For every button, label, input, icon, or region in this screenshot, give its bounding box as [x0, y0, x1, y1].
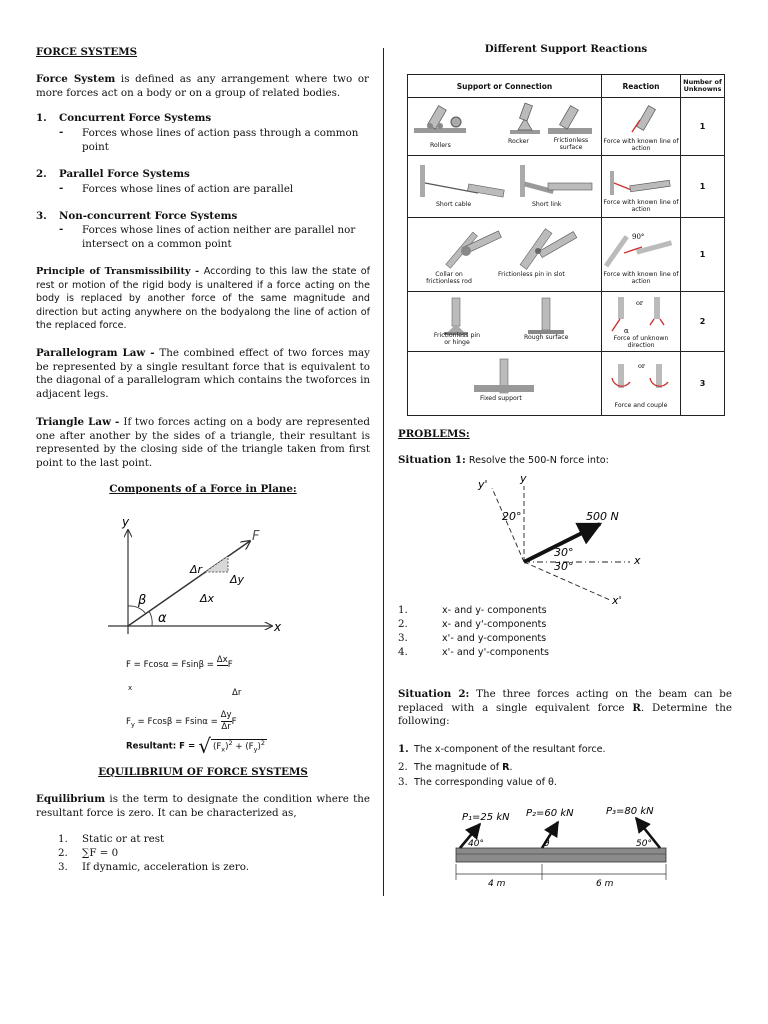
p2-label: P₂=60 kN	[526, 808, 574, 819]
situation1-text: Situation 1: Resolve the 500-N force into:	[398, 454, 609, 466]
situation2-text: Situation 2: The three forces acting on the beam can be replaced with a single equivalent force R. Determine the following:	[398, 688, 732, 728]
reaction-cell	[602, 352, 681, 416]
list-item-number: 4.	[398, 646, 408, 658]
unknowns-count: 1	[681, 218, 725, 292]
components-heading: Components of a Force in Plane:	[109, 483, 297, 495]
alpha-arc	[149, 611, 152, 626]
x-label: x	[634, 554, 641, 567]
unknowns-count: 3	[681, 352, 725, 416]
list-item-title: Parallel Force Systems	[59, 168, 190, 180]
angle-50: 50°	[636, 839, 652, 849]
header-reaction: Reaction	[602, 75, 681, 98]
y-prime-label: y'	[478, 478, 488, 491]
support-reactions-table	[407, 74, 725, 416]
formula-x-subscript: x	[128, 684, 133, 692]
beam-diagram	[450, 798, 690, 890]
reaction-cell	[602, 98, 681, 156]
reaction-caption: Force with known line of action	[603, 270, 679, 285]
reaction-arrow-icon	[602, 161, 680, 199]
y-prime-axis	[492, 488, 524, 562]
column-divider	[383, 48, 384, 896]
force-label: 500 N	[586, 510, 619, 523]
header-support: Support or Connection	[408, 75, 602, 98]
list-item-desc: Forces whose lines of action neither are parallel nor intersect on a common point	[82, 224, 356, 250]
parallelogram-paragraph: Parallelogram Law - The combined effect of two forces may be represented by a single resultant force that is equivalent to the diagonal of a parallelogram which contains the twoforces in adjacent legs.	[36, 347, 371, 400]
reaction-caption: Force and couple	[614, 402, 668, 409]
reaction-cell	[602, 156, 681, 218]
beam	[456, 848, 666, 862]
unknowns-count: 2	[681, 292, 725, 352]
list-item-text: ∑F = 0	[82, 847, 119, 859]
dim-4m-label: 4 m	[488, 879, 506, 889]
list-item-title: Concurrent Force Systems	[59, 112, 212, 124]
list-item-text: x- and y- components	[442, 605, 547, 616]
list-item-number: 1.	[36, 112, 47, 124]
list-item-number: 2.	[398, 618, 408, 630]
caption: Frictionless pin in slot	[498, 270, 565, 278]
reaction-arrow-icon	[602, 358, 680, 402]
list-item-number: 2.	[398, 761, 408, 773]
angle-30-upper: 30°	[554, 546, 574, 559]
table-row	[408, 352, 725, 416]
situation1-diagram	[470, 472, 650, 608]
angle-30-lower: 30°	[554, 560, 574, 573]
unknowns-count: 1	[681, 98, 725, 156]
bullet-dash: -	[59, 223, 64, 235]
reaction-arrow-icon	[602, 295, 680, 335]
caption: Rocker	[508, 137, 529, 145]
formula-resultant: Resultant: F = √ $(F_x)^2 + (F_y)^2$	[126, 734, 265, 758]
alpha-label: α	[624, 326, 629, 335]
roller-rocker-surface-icon	[408, 100, 601, 140]
caption: Collar on frictionless rod	[426, 270, 472, 285]
reaction-caption: Force of unknown direction	[613, 334, 669, 349]
table-row	[408, 156, 725, 218]
reaction-cell	[602, 218, 681, 292]
list-item-text: x'- and y-components	[442, 633, 547, 644]
or-label: or	[636, 298, 644, 307]
triangle-paragraph: Triangle Law - If two forces acting on a body are represented one after another by the sides of a triangle, their resultant is represented by the closing side of the triangle taken from first point to the last point.	[36, 416, 370, 469]
force-label: F	[252, 529, 260, 544]
table-row	[408, 218, 725, 292]
dr-label: Δr	[190, 563, 203, 576]
table-row	[408, 292, 725, 352]
theta-label: θ	[544, 839, 550, 849]
problems-heading: PROBLEMS:	[398, 428, 470, 440]
y-label: y	[520, 472, 527, 485]
support-cell	[408, 98, 602, 156]
caption: Short link	[532, 200, 562, 208]
reaction-caption: Force with known line of action	[603, 198, 679, 213]
caption: Frictionless surface	[553, 136, 589, 151]
support-cell	[408, 292, 602, 352]
pin-rough-surface-icon	[408, 294, 601, 336]
list-item-number: 3.	[398, 776, 408, 788]
beta-label: β	[138, 593, 147, 608]
term: Force System	[36, 73, 116, 85]
list-item-text: Static or at rest	[82, 833, 165, 845]
p3-label: P₃=80 kN	[606, 806, 654, 817]
list-item-number: 1.	[398, 604, 408, 616]
caption: Rollers	[430, 141, 451, 149]
force-components-diagram	[100, 508, 290, 648]
unknowns-count: 1	[681, 156, 725, 218]
dy-label: Δy	[230, 573, 245, 586]
list-item-text: The magnitude of R.	[414, 762, 513, 773]
y-label: y	[122, 515, 130, 529]
list-item-number: 3.	[36, 210, 47, 222]
reaction-arrow-icon	[602, 225, 680, 271]
x-label: x	[274, 620, 282, 634]
list-item-number: 3.	[58, 861, 68, 873]
angle-20: 20°	[502, 510, 522, 523]
reaction-cell	[602, 292, 681, 352]
table-row	[408, 98, 725, 156]
transmissibility-paragraph: Principle of Transmissibility - According to this law the state of rest or motion of the rigid body is unaltered if a force acting on the body is replaced by another force of the same magnitude and direction but acting anywhere on the bodyalong the line of action of the replaced force.	[36, 266, 370, 332]
section-heading: FORCE SYSTEMS	[36, 46, 138, 58]
support-cell	[408, 352, 602, 416]
caption: Rough surface	[524, 333, 569, 341]
support-cell	[408, 156, 602, 218]
table-header-row	[408, 75, 725, 98]
angle-40: 40°	[468, 839, 484, 849]
alpha-label: α	[158, 611, 167, 626]
collar-pin-slot-icon	[408, 221, 601, 271]
equilibrium-heading: EQUILIBRIUM OF FORCE SYSTEMS	[98, 766, 308, 778]
or-label: or	[638, 362, 646, 370]
list-item-text: The x-component of the resultant force.	[414, 744, 606, 755]
caption: Short cable	[436, 200, 472, 208]
caption: Fixed support	[480, 394, 522, 402]
list-item-title: Non-concurrent Force Systems	[59, 210, 238, 222]
list-item-desc: Forces whose lines of action are parallel	[82, 183, 294, 195]
list-item-number: 2.	[58, 847, 68, 859]
list-item-number: 1.	[398, 743, 409, 755]
list-item-desc: Forces whose lines of action pass through a common point	[82, 127, 359, 153]
cable-link-icon	[408, 159, 601, 201]
list-item-text: If dynamic, acceleration is zero.	[82, 861, 250, 873]
dx-label: Δx	[200, 592, 215, 605]
equilibrium-paragraph: Equilibrium is the term to designate the condition where the resultant force is zero. It can be characterized as,	[36, 793, 370, 819]
list-item-number: 2.	[36, 168, 47, 180]
list-item-number: 3.	[398, 632, 408, 644]
bullet-dash: -	[59, 182, 64, 194]
caption: Frictionless pin or hinge	[433, 331, 481, 346]
table-title: Different Support Reactions	[484, 43, 648, 55]
formula-fy: $F_y = Fcos\beta = Fsin\alpha$ = $\frac{\Delta y}{\Delta r}$ F	[126, 710, 237, 732]
formula-fx: F = Fcosα = Fsinβ = Δx F	[126, 654, 233, 670]
reaction-arrow-icon	[602, 102, 680, 138]
fixed-support-icon	[408, 355, 601, 399]
support-cell	[408, 218, 602, 292]
p1-label: P₁=25 kN	[462, 812, 510, 823]
dim-6m-label: 6 m	[596, 879, 614, 889]
bullet-dash: -	[59, 126, 64, 138]
formula-dr-denominator: Δr	[232, 688, 242, 698]
list-item-text: The corresponding value of θ.	[414, 777, 557, 788]
header-unknowns: Number of Unknowns	[681, 75, 725, 98]
list-item-text: x- and y'-components	[442, 619, 547, 630]
reaction-caption: Force with known line of action	[603, 137, 679, 152]
angle-label: 90°	[632, 232, 645, 241]
list-item-number: 1.	[58, 833, 68, 845]
list-item-text: x'- and y'-components	[442, 647, 549, 658]
force-system-definition: Force System is defined as any arrangement where two or more forces act on a body or on a group of related bodies.	[36, 73, 369, 99]
x-prime-label: x'	[612, 594, 622, 607]
